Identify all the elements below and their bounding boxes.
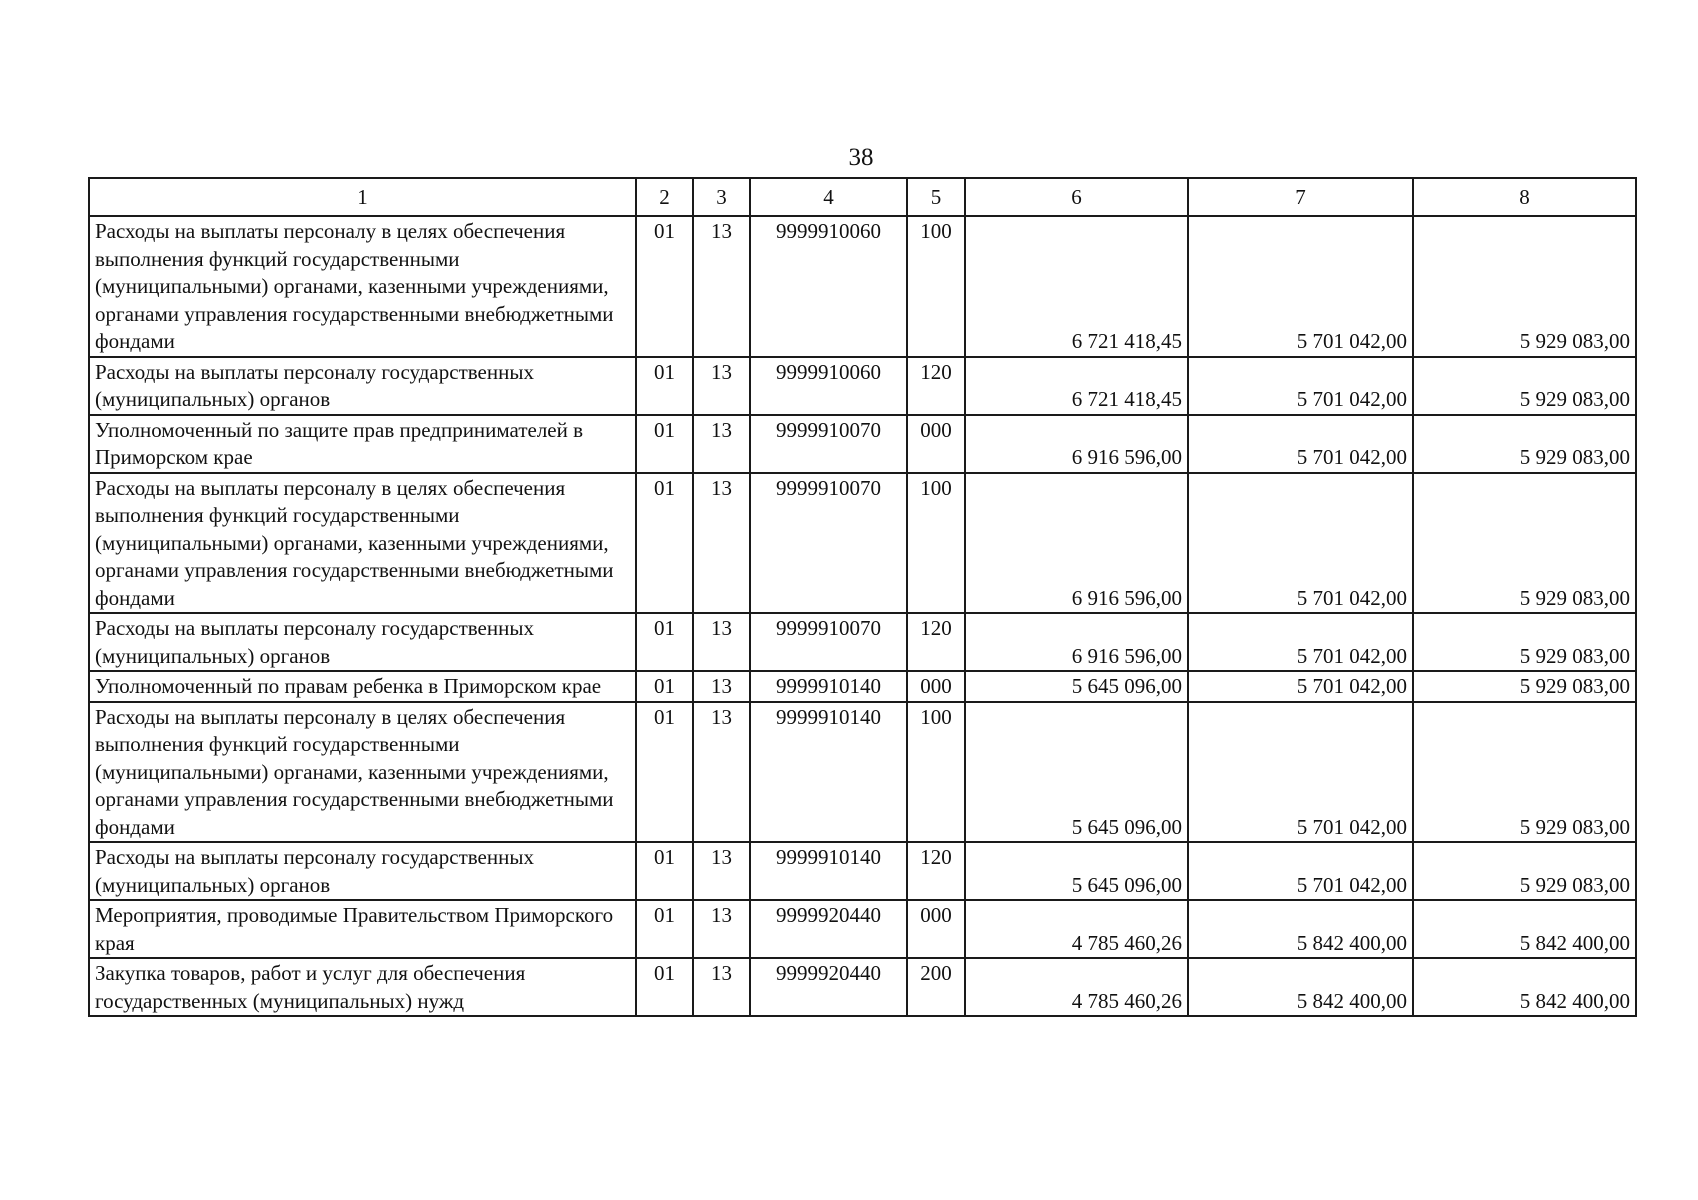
row-description: Расходы на выплаты персоналу государственных (муниципальных) органов (89, 613, 636, 671)
table-row (89, 613, 1636, 671)
section-code: 01 (636, 671, 693, 702)
section-code: 01 (636, 702, 693, 843)
target-article-code: 9999910140 (750, 671, 907, 702)
table-row (89, 842, 1636, 900)
expense-type-code: 120 (907, 842, 965, 900)
target-article-code: 9999920440 (750, 900, 907, 958)
expense-type-code: 000 (907, 671, 965, 702)
target-article-code: 9999910140 (750, 842, 907, 900)
amount-col6: 5 645 096,00 (965, 702, 1188, 843)
section-code: 01 (636, 357, 693, 415)
subsection-code: 13 (693, 216, 750, 357)
table-row (89, 473, 1636, 614)
amount-col7: 5 701 042,00 (1188, 415, 1413, 473)
table-row (89, 900, 1636, 958)
amount-col8: 5 929 083,00 (1413, 842, 1636, 900)
amount-col7: 5 701 042,00 (1188, 702, 1413, 843)
row-description: Уполномоченный по защите прав предпринимателей в Приморском крае (89, 415, 636, 473)
amount-col7: 5 701 042,00 (1188, 357, 1413, 415)
column-header: 3 (693, 178, 750, 216)
page-number: 38 (848, 144, 874, 171)
row-description: Расходы на выплаты персоналу государственных (муниципальных) органов (89, 842, 636, 900)
expense-type-code: 000 (907, 415, 965, 473)
section-code: 01 (636, 613, 693, 671)
section-code: 01 (636, 473, 693, 614)
column-header: 5 (907, 178, 965, 216)
target-article-code: 9999910070 (750, 473, 907, 614)
amount-col6: 6 721 418,45 (965, 357, 1188, 415)
amount-col7: 5 701 042,00 (1188, 613, 1413, 671)
amount-col8: 5 929 083,00 (1413, 671, 1636, 702)
target-article-code: 9999910060 (750, 357, 907, 415)
subsection-code: 13 (693, 702, 750, 843)
amount-col6: 6 916 596,00 (965, 473, 1188, 614)
amount-col8: 5 929 083,00 (1413, 415, 1636, 473)
subsection-code: 13 (693, 357, 750, 415)
amount-col8: 5 842 400,00 (1413, 900, 1636, 958)
amount-col7: 5 842 400,00 (1188, 900, 1413, 958)
row-description: Расходы на выплаты персоналу государственных (муниципальных) органов (89, 357, 636, 415)
amount-col6: 6 721 418,45 (965, 216, 1188, 357)
subsection-code: 13 (693, 900, 750, 958)
amount-col8: 5 842 400,00 (1413, 958, 1636, 1016)
amount-col7: 5 701 042,00 (1188, 216, 1413, 357)
amount-col6: 6 916 596,00 (965, 613, 1188, 671)
amount-col6: 5 645 096,00 (965, 842, 1188, 900)
row-description: Закупка товаров, работ и услуг для обеспечения государственных (муниципальных) нужд (89, 958, 636, 1016)
column-header: 7 (1188, 178, 1413, 216)
target-article-code: 9999910070 (750, 613, 907, 671)
section-code: 01 (636, 216, 693, 357)
amount-col8: 5 929 083,00 (1413, 216, 1636, 357)
table-row (89, 671, 1636, 702)
expense-type-code: 100 (907, 473, 965, 614)
subsection-code: 13 (693, 671, 750, 702)
amount-col8: 5 929 083,00 (1413, 702, 1636, 843)
section-code: 01 (636, 415, 693, 473)
subsection-code: 13 (693, 613, 750, 671)
amount-col8: 5 929 083,00 (1413, 473, 1636, 614)
expense-type-code: 120 (907, 613, 965, 671)
expense-type-code: 200 (907, 958, 965, 1016)
expense-type-code: 100 (907, 702, 965, 843)
row-description: Расходы на выплаты персоналу в целях обеспечения выполнения функций государственными (муниципальными) органами, казенными учреждениями, органами управления государственными внебюджетными фондами (89, 473, 636, 614)
row-description: Расходы на выплаты персоналу в целях обеспечения выполнения функций государственными (муниципальными) органами, казенными учреждениями, органами управления государственными внебюджетными фондами (89, 702, 636, 843)
amount-col6: 4 785 460,26 (965, 958, 1188, 1016)
amount-col6: 5 645 096,00 (965, 671, 1188, 702)
column-header: 6 (965, 178, 1188, 216)
column-header: 2 (636, 178, 693, 216)
row-description: Расходы на выплаты персоналу в целях обеспечения выполнения функций государственными (муниципальными) органами, казенными учреждениями, органами управления государственными внебюджетными фондами (89, 216, 636, 357)
amount-col8: 5 929 083,00 (1413, 613, 1636, 671)
subsection-code: 13 (693, 842, 750, 900)
amount-col6: 4 785 460,26 (965, 900, 1188, 958)
table-row (89, 702, 1636, 843)
amount-col7: 5 701 042,00 (1188, 842, 1413, 900)
column-header: 4 (750, 178, 907, 216)
expense-type-code: 120 (907, 357, 965, 415)
column-header: 1 (89, 178, 636, 216)
table-row (89, 216, 1636, 357)
amount-col7: 5 701 042,00 (1188, 473, 1413, 614)
target-article-code: 9999920440 (750, 958, 907, 1016)
section-code: 01 (636, 842, 693, 900)
table-row (89, 357, 1636, 415)
target-article-code: 9999910140 (750, 702, 907, 843)
row-description: Мероприятия, проводимые Правительством Приморского края (89, 900, 636, 958)
expense-type-code: 000 (907, 900, 965, 958)
row-description: Уполномоченный по правам ребенка в Приморском крае (89, 671, 636, 702)
expense-type-code: 100 (907, 216, 965, 357)
amount-col6: 6 916 596,00 (965, 415, 1188, 473)
subsection-code: 13 (693, 958, 750, 1016)
budget-table (88, 177, 1637, 1017)
table-row (89, 415, 1636, 473)
target-article-code: 9999910060 (750, 216, 907, 357)
table-row (89, 958, 1636, 1016)
amount-col7: 5 842 400,00 (1188, 958, 1413, 1016)
subsection-code: 13 (693, 473, 750, 614)
amount-col7: 5 701 042,00 (1188, 671, 1413, 702)
section-code: 01 (636, 958, 693, 1016)
amount-col8: 5 929 083,00 (1413, 357, 1636, 415)
section-code: 01 (636, 900, 693, 958)
target-article-code: 9999910070 (750, 415, 907, 473)
column-header: 8 (1413, 178, 1636, 216)
subsection-code: 13 (693, 415, 750, 473)
table-header-row (89, 178, 1636, 216)
